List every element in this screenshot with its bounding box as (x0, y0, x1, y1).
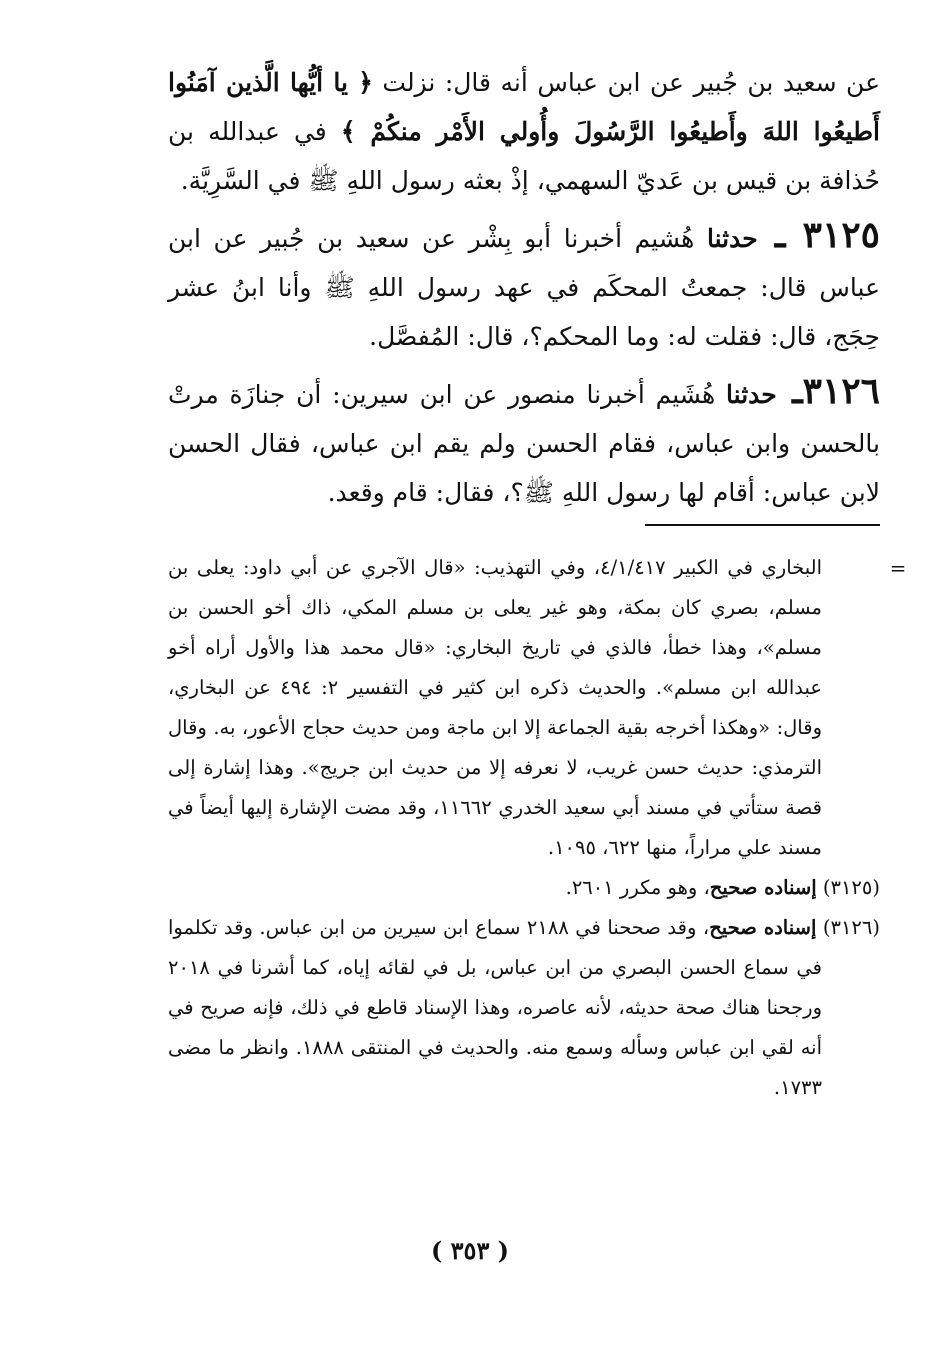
paragraph-continuation (168, 58, 880, 205)
footnote-3125 (168, 868, 880, 908)
text-after-verse: في عبدالله بن حُذافة بن قيس بن عَديّ السهمي، إذْ بعثه رسول اللهِ ﷺ في السَّرِيَّة. (168, 117, 880, 195)
page-number: ( ٣٥٣ ) (430, 1236, 510, 1265)
hadith-dash: ـ (776, 370, 803, 412)
footnote-number: (٣١٢٥) (822, 876, 880, 899)
footnote-text: ، وقد صححنا في ٢١٨٨ سماع ابن سيرين من ابن عباس. وقد تكلموا في سماع الحسن البصري من ابن عباس، بل في لقائه إياه، كما أشرنا في ٢٠١٨ ورجحنا هناك صحة حديثه، لأنه عاصره، وهذا الإسناد قاطع في ذلك، فإنه صريح في أنه لقي ابن عباس وسأله وسمع منه. والحديث في المنتقى ١٨٨٨. وانظر ما مضى ١٧٣٣. (168, 916, 822, 1099)
footnote-number: (٣١٢٦) (822, 916, 880, 939)
footnote-text: ، وهو مكرر ٢٦٠١. (565, 876, 710, 899)
isnad-grade: إسناده صحيح (709, 916, 817, 939)
hadith-number: ٣١٢٥ (802, 214, 880, 256)
haddathana-keyword: حدثنا (706, 224, 758, 253)
margin-continuation-mark: = (889, 556, 907, 580)
isnad-grade: إسناده صحيح (709, 876, 817, 899)
main-text (168, 58, 880, 517)
footnote-3126 (168, 908, 880, 1108)
hadith-dash: ـ (757, 214, 803, 256)
hadith-3126 (168, 367, 880, 517)
hadith-3125 (168, 211, 880, 361)
text-before-verse: عن سعيد بن جُبير عن ابن عباس أنه قال: نزلت (372, 68, 881, 97)
quran-verse: ﴿ يا أيُّها الَّذين آمَنُوا أَطيعُوا اللهَ وأَطيعُوا الرَّسُولَ وأُولي الأَمْر منكُمْ ﴾ (168, 68, 880, 146)
footnote-continuation: البخاري في الكبير ٤/١/٤١٧، وفي التهذيب: «قال الآجري عن أبي داود: يعلى بن مسلم، بصري كان بمكة، وهو غير يعلى بن مسلم المكي، ذاك أخو الحسن بن مسلم»، وهذا خطأ، فالذي في تاريخ البخاري: «قال محمد هذا والأول أراه أخو عبدالله ابن مسلم». والحديث ذكره ابن كثير في التفسير ٢: ٤٩٤ عن البخاري، وقال: «وهكذا أخرجه بقية الجماعة إلا ابن ماجة ومن حديث حجاج الأعور، به. وقال الترمذي: حديث حسن غريب، لا نعرفه إلا من حديث ابن جريج». وهذا إشارة إلى قصة ستأتي في مسند أبي سعيد الخدري ١١٦٦٢، وقد مضت الإشارة إليها أيضاً في مسند علي مراراً، منها ٦٢٢، ١٠٩٥. (168, 556, 822, 859)
footnote-separator (645, 524, 880, 526)
haddathana-keyword: حدثنا (726, 380, 777, 409)
footnotes (168, 548, 880, 1108)
hadith-text: هُشيم أخبرنا أبو بِشْر عن سعيد بن جُبير عن ابن عباس قال: جمعتُ المحكَم في عهد رسول اللهِ ﷺ وأنا ابنُ عشر حِجَج، قال: فقلت له: وما المحكم؟، قال: المُفصَّل. (168, 224, 880, 351)
hadith-text: هُشَيم أخبرنا منصور عن ابن سيرين: أن جنازَة مرتْ بالحسن وابن عباس، فقام الحسن ولم يقم ابن عباس، فقال الحسن لابن عباس: أقام لها رسول اللهِ ﷺ؟، فقال: قام وقعد. (168, 380, 880, 507)
hadith-number: ٣١٢٦ (802, 370, 880, 412)
